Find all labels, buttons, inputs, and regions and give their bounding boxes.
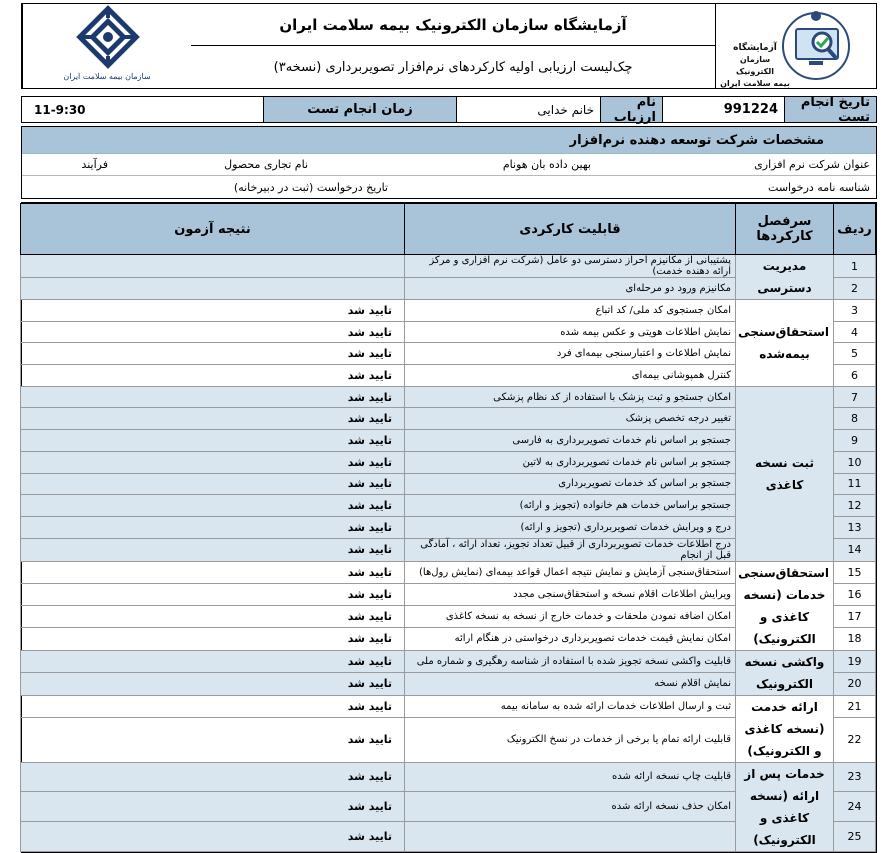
- feature-cell: درج اطلاعات خدمات تصویربرداری از قبیل تعداد تجویز، تعداد ارائه ، آمادگی قبل از انجام: [405, 538, 736, 561]
- result-cell: تایید شد: [21, 606, 405, 628]
- result-cell: تایید شد: [21, 821, 405, 851]
- product-value: فرآیند: [81, 158, 108, 171]
- result-cell: تایید شد: [21, 516, 405, 538]
- result-cell: تایید شد: [21, 792, 405, 822]
- row-number: 14: [834, 538, 876, 561]
- row-number: 2: [834, 278, 876, 300]
- result-cell: تایید شد: [21, 561, 405, 583]
- request-date-label: تاریخ درخواست (ثبت در دبیرخانه): [233, 180, 388, 194]
- test-info-row: [21, 96, 877, 123]
- feature-cell: نمایش اطلاعات و اعتبارسنجی بیمه‌ای فرد: [405, 343, 736, 365]
- result-cell: تایید شد: [21, 473, 405, 495]
- result-cell: تایید شد: [21, 408, 405, 430]
- table-row: [21, 561, 876, 583]
- test-date-label: تاریخ انجام تست: [784, 97, 876, 122]
- col-header-result: نتیجه آزمون: [21, 204, 405, 255]
- feature-cell: امکان جستجوی کد ملی/ کد اتباع: [405, 300, 736, 322]
- feature-cell: جستجو بر اساس نام خدمات تصویربرداری به فارسی: [405, 430, 736, 452]
- feature-cell: تغییر درجه تخصص پزشک: [405, 408, 736, 430]
- result-cell: تایید شد: [21, 673, 405, 696]
- row-number: 25: [834, 821, 876, 851]
- table-row: [21, 386, 876, 408]
- row-number: 20: [834, 673, 876, 696]
- feature-cell: قابلیت چاپ نسخه ارائه شده: [405, 762, 736, 792]
- result-cell: [21, 278, 405, 300]
- row-number: 23: [834, 762, 876, 792]
- evaluator-value: خانم خدایی: [456, 97, 600, 122]
- table-row: [21, 650, 876, 673]
- row-number: 15: [834, 561, 876, 583]
- result-cell: تایید شد: [21, 628, 405, 650]
- section-title: مدیریت دسترسی: [736, 255, 834, 300]
- result-cell: تایید شد: [21, 650, 405, 673]
- section-title: استحقاق‌سنجی خدمات (نسخه کاغذی و الکترونیک): [736, 561, 834, 650]
- table-row: [21, 255, 876, 278]
- result-cell: تایید شد: [21, 451, 405, 473]
- insurance-logo: [22, 4, 191, 88]
- lab-logo-line2: سازمان الکترونیک: [735, 55, 775, 76]
- row-number: 7: [834, 386, 876, 408]
- feature-cell: کنترل همپوشانی بیمه‌ای: [405, 365, 736, 387]
- table-row: [21, 695, 876, 717]
- row-number: 3: [834, 300, 876, 322]
- test-time-value: 11-9:30: [34, 102, 86, 117]
- product-label: نام تجاری محصول: [224, 158, 308, 171]
- col-header-row: ردیف: [834, 204, 876, 255]
- test-date-value: 991224: [662, 97, 784, 122]
- result-cell: تایید شد: [21, 538, 405, 561]
- feature-cell: امکان اضافه نمودن ملحقات و خدمات خارج از نسخه به نسخه کاغذی: [405, 606, 736, 628]
- row-number: 19: [834, 650, 876, 673]
- row-number: 12: [834, 495, 876, 517]
- result-cell: تایید شد: [21, 430, 405, 452]
- feature-cell: ویرایش اطلاعات اقلام نسخه و استحقاق‌سنجی مجدد: [405, 583, 736, 605]
- row-number: 10: [834, 451, 876, 473]
- section-title: استحقاق‌سنجی بیمه‌شده: [736, 300, 834, 387]
- company-name-label: عنوان شرکت نرم افزاری: [754, 158, 870, 171]
- result-cell: تایید شد: [21, 583, 405, 605]
- row-number: 21: [834, 695, 876, 717]
- test-time-label: زمان انجام تست: [263, 97, 456, 122]
- row-number: 4: [834, 321, 876, 343]
- section-title: ثبت نسخه کاغذی: [736, 386, 834, 561]
- feature-cell: پشتیبانی از مکانیزم احراز دسترسی دو عامل (شرکت نرم افزاری و مرکز ارائه دهنده خدمت): [405, 255, 736, 278]
- row-number: 17: [834, 606, 876, 628]
- col-header-feature: قابلیت کارکردی: [405, 204, 736, 255]
- result-cell: تایید شد: [21, 762, 405, 792]
- feature-cell: قابلیت واکشی نسخه تجویز شده با استفاده از شناسه رهگیری و شماره ملی: [405, 650, 736, 673]
- row-number: 24: [834, 792, 876, 822]
- feature-cell: [405, 821, 736, 851]
- feature-cell: مکانیزم ورود دو مرحله‌ای: [405, 278, 736, 300]
- feature-cell: جستجو بر اساس نام خدمات تصویربرداری به لاتین: [405, 451, 736, 473]
- result-cell: تایید شد: [21, 386, 405, 408]
- table-row: [21, 762, 876, 792]
- row-number: 1: [834, 255, 876, 278]
- feature-cell: قابلیت ارائه تمام یا برخی از خدمات در نسخ الکترونیک: [405, 718, 736, 763]
- lab-logo-line3: بیمه سلامت ایران: [720, 79, 790, 88]
- section-title: ارائه خدمت (نسخه کاغذی و الکترونیک): [736, 695, 834, 762]
- row-number: 6: [834, 365, 876, 387]
- row-number: 22: [834, 718, 876, 763]
- feature-cell: امکان جستجو و ثبت پزشک با استفاده از کد نظام پزشکی: [405, 386, 736, 408]
- col-header-section: سرفصل کارکردها: [736, 204, 834, 255]
- feature-cell: درج و ویرایش خدمات تصویربرداری (تجویز و ارائه): [405, 516, 736, 538]
- section-title: خدمات پس از ارائه (نسخه کاغذی و الکترونیک): [736, 762, 834, 851]
- lab-logo-line1: آزمایشگاه: [733, 43, 777, 53]
- result-cell: تایید شد: [21, 343, 405, 365]
- feature-cell: امکان نمایش قیمت خدمات تصویربرداری درخواستی در هنگام ارائه: [405, 628, 736, 650]
- org-title: آزمایشگاه سازمان الکترونیک بیمه سلامت ایران: [191, 4, 715, 46]
- company-section-title: مشخصات شرکت توسعه دهنده نرم‌افزار: [22, 127, 876, 154]
- request-id-label: شناسه نامه درخواست: [768, 180, 870, 194]
- insurance-logo-caption: سازمان بیمه سلامت ایران: [63, 72, 151, 81]
- evaluator-label: نام ارزیاب: [600, 97, 662, 122]
- company-name-value: بهین داده بان هونام: [502, 158, 591, 171]
- row-number: 9: [834, 430, 876, 452]
- feature-cell: ثبت و ارسال اطلاعات خدمات ارائه شده به سامانه بیمه: [405, 695, 736, 717]
- row-number: 5: [834, 343, 876, 365]
- lab-logo: [715, 4, 876, 88]
- feature-cell: جستجو بر اساس کد خدمات تصویربرداری: [405, 473, 736, 495]
- document-subtitle: چک‌لیست ارزیابی اولیه کارکردهای نرم‌افزار تصویربرداری (نسخه۳): [273, 59, 633, 75]
- feature-cell: استحقاق‌سنجی آزمایش و نمایش نتیجه اعمال قواعد بیمه‌ای (نمایش رول‌ها): [405, 561, 736, 583]
- feature-cell: امکان حذف نسخه ارائه شده: [405, 792, 736, 822]
- developer-company-section: [21, 126, 877, 199]
- result-cell: تایید شد: [21, 695, 405, 717]
- result-cell: تایید شد: [21, 300, 405, 322]
- result-cell: تایید شد: [21, 495, 405, 517]
- result-cell: تایید شد: [21, 321, 405, 343]
- result-cell: تایید شد: [21, 718, 405, 763]
- section-title: واکشی نسخه الکترونیک: [736, 650, 834, 695]
- feature-cell: نمایش اقلام نسخه: [405, 673, 736, 696]
- row-number: 8: [834, 408, 876, 430]
- row-number: 13: [834, 516, 876, 538]
- company-row-1: [22, 154, 876, 176]
- row-number: 11: [834, 473, 876, 495]
- company-row-2: [22, 176, 876, 198]
- table-row: [21, 300, 876, 322]
- document-header: [21, 3, 877, 89]
- feature-cell: جستجو براساس خدمات هم خانواده (تجویز و ارائه): [405, 495, 736, 517]
- row-number: 16: [834, 583, 876, 605]
- feature-cell: نمایش اطلاعات هویتی و عکس بیمه شده: [405, 321, 736, 343]
- row-number: 18: [834, 628, 876, 650]
- checklist-table: [21, 202, 877, 853]
- result-cell: تایید شد: [21, 365, 405, 387]
- result-cell: [21, 255, 405, 278]
